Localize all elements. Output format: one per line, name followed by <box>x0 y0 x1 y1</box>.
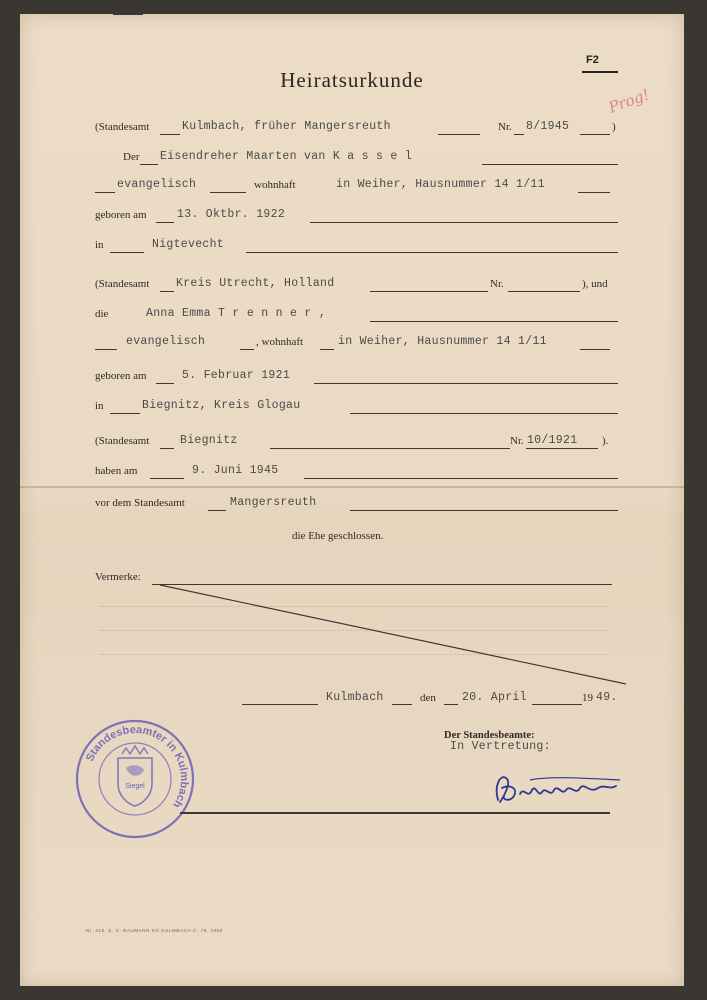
seal-center-text: Siegel <box>125 783 145 790</box>
issue-date: 20. April <box>462 691 527 704</box>
label-vermerke: Vermerke: <box>95 571 141 583</box>
label-der: Der <box>123 151 140 163</box>
marriage-registry-office: Mangersreuth <box>230 496 317 509</box>
label-vor-dem-standesamt: vor dem Standesamt <box>95 497 185 509</box>
bracket-close: ) <box>612 121 616 133</box>
bracket-und: ), und <box>582 278 608 290</box>
printer-footer: Nr. 415. E. C. BAUMANN KG KULMBACH C. 78. 2000 <box>86 928 223 933</box>
registrar-signature <box>490 766 630 812</box>
fill-line <box>444 704 458 705</box>
groom-birth-place: Nigtevecht <box>152 238 225 251</box>
form-code: F2 <box>586 54 599 66</box>
label-haben-am: haben am <box>95 465 138 477</box>
label-geboren-am: geboren am <box>95 209 147 221</box>
certificate-number: 8/1945 <box>526 120 570 133</box>
label-in: in <box>95 239 104 251</box>
groom-residence: in Weiher, Hausnummer 14 1/11 <box>336 178 545 191</box>
page-title: Heiratsurkunde <box>280 68 424 92</box>
groom-birth-date: 13. Oktbr. 1922 <box>177 208 286 221</box>
year-prefix: 19 <box>582 692 593 704</box>
label-den: den <box>420 692 436 704</box>
marriage-date: 9. Juni 1945 <box>192 464 279 477</box>
label-die: die <box>95 308 109 320</box>
bride-birth-date: 5. Februar 1921 <box>182 369 291 382</box>
issue-place: Kulmbach <box>326 691 384 704</box>
label-nr: Nr. <box>498 121 512 133</box>
bride-name: Anna Emma T r e n n e r , <box>146 307 327 320</box>
closing-phrase: die Ehe geschlossen. <box>292 530 384 542</box>
label-nr: Nr. <box>490 278 504 290</box>
label-standesamt: (Standesamt <box>95 435 150 447</box>
signature-line <box>180 812 610 814</box>
label-standesamt: (Standesamt <box>95 278 150 290</box>
official-seal <box>74 718 196 840</box>
bride-residence: in Weiher, Hausnummer 14 1/11 <box>338 335 547 348</box>
label-wohnhaft: wohnhaft <box>254 179 296 191</box>
cancellation-diagonal <box>20 14 684 986</box>
registry-office-value: Kulmbach, früher Mangersreuth <box>182 120 391 133</box>
label-geboren-am: geboren am <box>95 370 147 382</box>
groom-registry-office: Kreis Utrecht, Holland <box>176 277 335 290</box>
label-standesamt: (Standesamt <box>95 121 150 133</box>
label-nr: Nr. <box>510 435 524 447</box>
bride-registry-office: Biegnitz <box>180 434 238 447</box>
fill-line <box>392 704 412 705</box>
label-in: in <box>95 400 104 412</box>
bracket-close: ). <box>602 435 609 447</box>
label-registrar: Der Standesbeamte: <box>444 730 535 741</box>
groom-religion: evangelisch <box>117 178 197 191</box>
label-wohnhaft: , wohnhaft <box>256 336 304 348</box>
year-suffix: 49. <box>596 691 618 704</box>
groom-name: Eisendreher Maarten van K a s s e l <box>160 150 413 163</box>
deputy-note: In Vertretung: <box>450 740 551 753</box>
fill-line <box>532 704 582 705</box>
seal-ring-text: Standesbeamter in Kulmbach <box>84 723 191 810</box>
certificate-page <box>20 14 684 986</box>
bride-religion: evangelisch <box>126 335 206 348</box>
pencil-note: Prog! <box>606 85 652 117</box>
bride-birth-place: Biegnitz, Kreis Glogau <box>142 399 301 412</box>
bride-birth-number: 10/1921 <box>527 434 578 447</box>
fill-line <box>242 704 318 705</box>
